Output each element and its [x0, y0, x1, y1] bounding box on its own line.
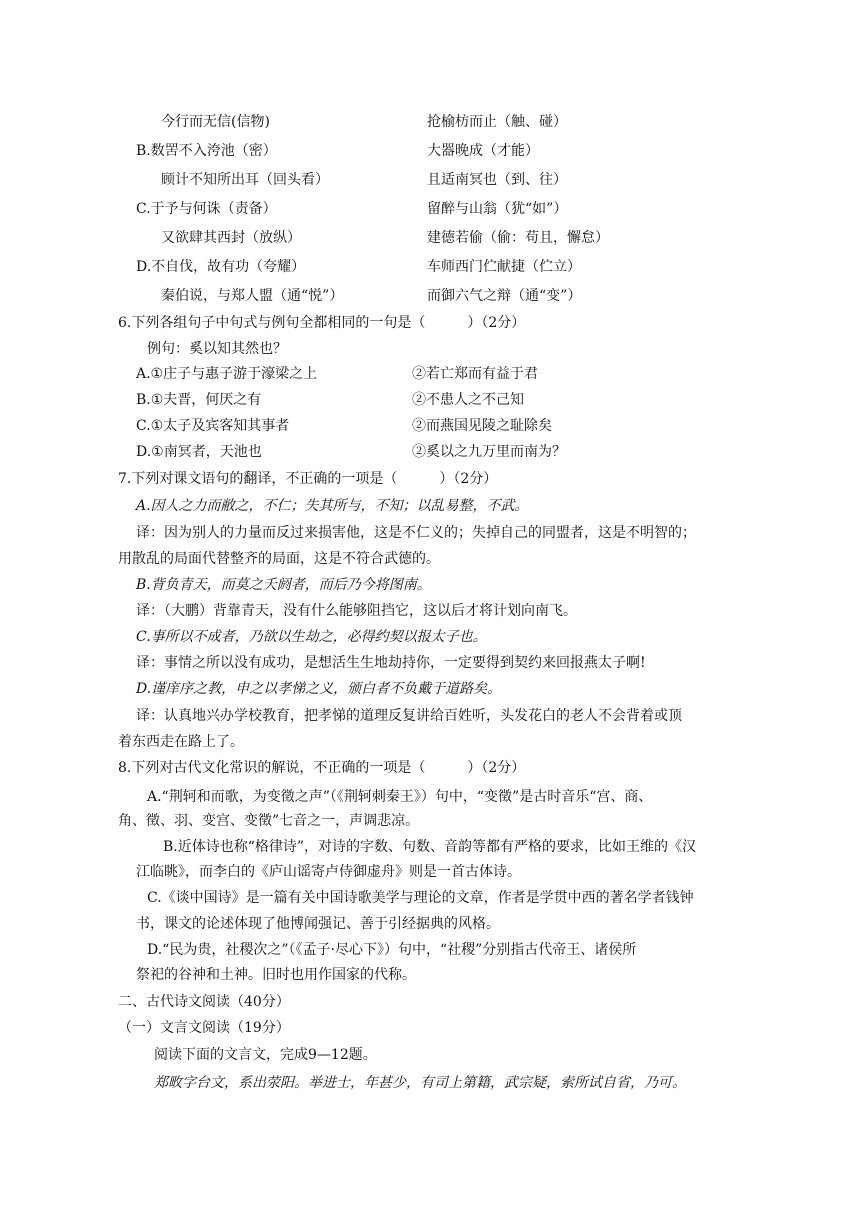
q5-option-b-left: B.数罟不入洿池（密） [136, 143, 277, 159]
q6-option-a-right: ②若亡郑而有益于君 [412, 366, 538, 382]
q6-example: 例句：奚以知其然也？ [147, 341, 287, 357]
q8-option-a-1: A.“荆轲和而歌，为变徵之声”（《荆轲刺秦王》）句中，“变徵”是古时音乐“宫、商、 [147, 789, 653, 805]
q5-d-left-2: 秦伯说，与郑人盟（通“悦”） [161, 288, 344, 304]
q8-option-b-1: B.近体诗也称“格律诗”，对诗的字数、句数、音韵等都有严格的要求，比如王维的《汉 [163, 839, 697, 855]
q5-c-left-2: 又欲肆其西封（放纵） [161, 230, 301, 246]
q5-d-right-2: 而御六气之辩（通“变”） [427, 288, 582, 304]
q6-option-c-right: ②而燕国见陵之耻除矣 [412, 418, 552, 434]
q8-stem: 8.下列对古代文化常识的解说，不正确的一项是（ ）（2分） [118, 760, 526, 776]
q6-option-c-left: C.①太子及宾客知其事者 [136, 418, 290, 434]
q8-option-c-1: C.《谈中国诗》是一篇有关中国诗歌美学与理论的文章，作者是学贯中西的著名学者钱钟 [147, 890, 694, 906]
subsection-heading: （一）文言文阅读（19分） [118, 1020, 290, 1036]
q7-option-a: A.因人之力而敝之，不仁；失其所与，不知；以乱易整，不武。 [136, 498, 529, 514]
q5-option-d-right: 车师西门伫献捷（伫立） [427, 259, 581, 275]
q8-option-d-1: D.“民为贵，社稷次之”（《孟子·尽心下》）句中，“社稷”分别指古代帝王、诸侯所 [147, 942, 637, 958]
q8-option-b-2: 江临眺》，而李白的《庐山谣寄卢侍御虚舟》则是一首古体诗。 [136, 864, 521, 880]
q5-option-c-right: 留醉与山翁（犹“如”） [427, 201, 568, 217]
q5-b-right-2: 且适南冥也（到、往） [427, 172, 567, 188]
q5-option-c-left: C.于予与何诛（责备） [136, 201, 277, 217]
classical-passage-line-1: 郑畋字台文，系出荥阳。举进士，年甚少，有司上第籍，武宗疑，索所试自省，乃可。 [154, 1075, 686, 1091]
q6-option-b-left: B.①夫晋，何厌之有 [136, 392, 262, 408]
q7-option-c: C.事所以不成者，乃欲以生劫之，必得约契以报太子也。 [136, 629, 487, 645]
q7-option-c-translation: 译：事情之所以没有成功，是想活生生地劫持你，一定要得到契约来回报燕太子啊! [136, 655, 646, 671]
section-heading: 二、古代诗文阅读（40分） [118, 994, 290, 1010]
q7-option-a-translation-2: 用散乱的局面代替整齐的局面，这是不符合武德的。 [118, 551, 440, 567]
q6-option-d-left: D.①南冥者，天池也 [136, 444, 262, 460]
q5-a-right-2: 抢榆枋而止（触、碰） [427, 114, 567, 130]
q6-option-d-right: ②奚以之九万里而南为？ [412, 444, 566, 460]
q6-option-a-left: A.①庄子与惠子游于濠梁之上 [136, 366, 318, 382]
reading-instruction: 阅读下面的文言文，完成9—12题。 [154, 1047, 377, 1063]
q7-stem: 7.下列对课文语句的翻译，不正确的一项是（ ）（2分） [118, 471, 498, 487]
q5-a-left-2: 今行而无信(信物) [161, 114, 270, 130]
q8-option-d-2: 祭祀的谷神和土神。旧时也用作国家的代称。 [136, 967, 416, 983]
q7-option-b: B.背负青天，而莫之夭阏者，而后乃今将图南。 [136, 577, 431, 593]
q6-stem: 6.下列各组句子中句式与例句全都相同的一句是（ ）（2分） [118, 315, 526, 331]
q7-option-d-translation-1: 译：认真地兴办学校教育，把孝悌的道理反复讲给百姓听，头发花白的老人不会背着或顶 [136, 708, 682, 724]
q8-option-a-2: 角、徵、羽、变宫、变徵”七音之一，声调悲凉。 [118, 813, 420, 829]
q7-option-a-translation-1: 译：因为别人的力量而反过来损害他，这是不仁义的；失掉自己的同盟者，这是不明智的； [136, 525, 696, 541]
q5-c-right-2: 建德若偷（偷：苟且，懈怠） [427, 230, 609, 246]
q6-option-b-right: ②不患人之不己知 [412, 392, 524, 408]
q8-option-c-2: 书，课文的论述体现了他博闻强记、善于引经据典的风格。 [136, 916, 500, 932]
q7-option-b-translation: 译：（大鹏）背靠青天，没有什么能够阻挡它，这以后才将计划向南飞。 [136, 603, 577, 619]
q5-b-left-2: 顾计不知所出耳（回头看） [161, 172, 329, 188]
q7-option-d-translation-2: 着东西走在路上了。 [118, 734, 244, 750]
q5-option-d-left: D.不自伐，故有功（夸耀） [136, 259, 306, 275]
q7-option-d: D.谨庠序之教，申之以孝悌之义，颁白者不负戴于道路矣。 [136, 681, 502, 697]
q5-option-b-right: 大器晚成（才能） [427, 143, 539, 159]
